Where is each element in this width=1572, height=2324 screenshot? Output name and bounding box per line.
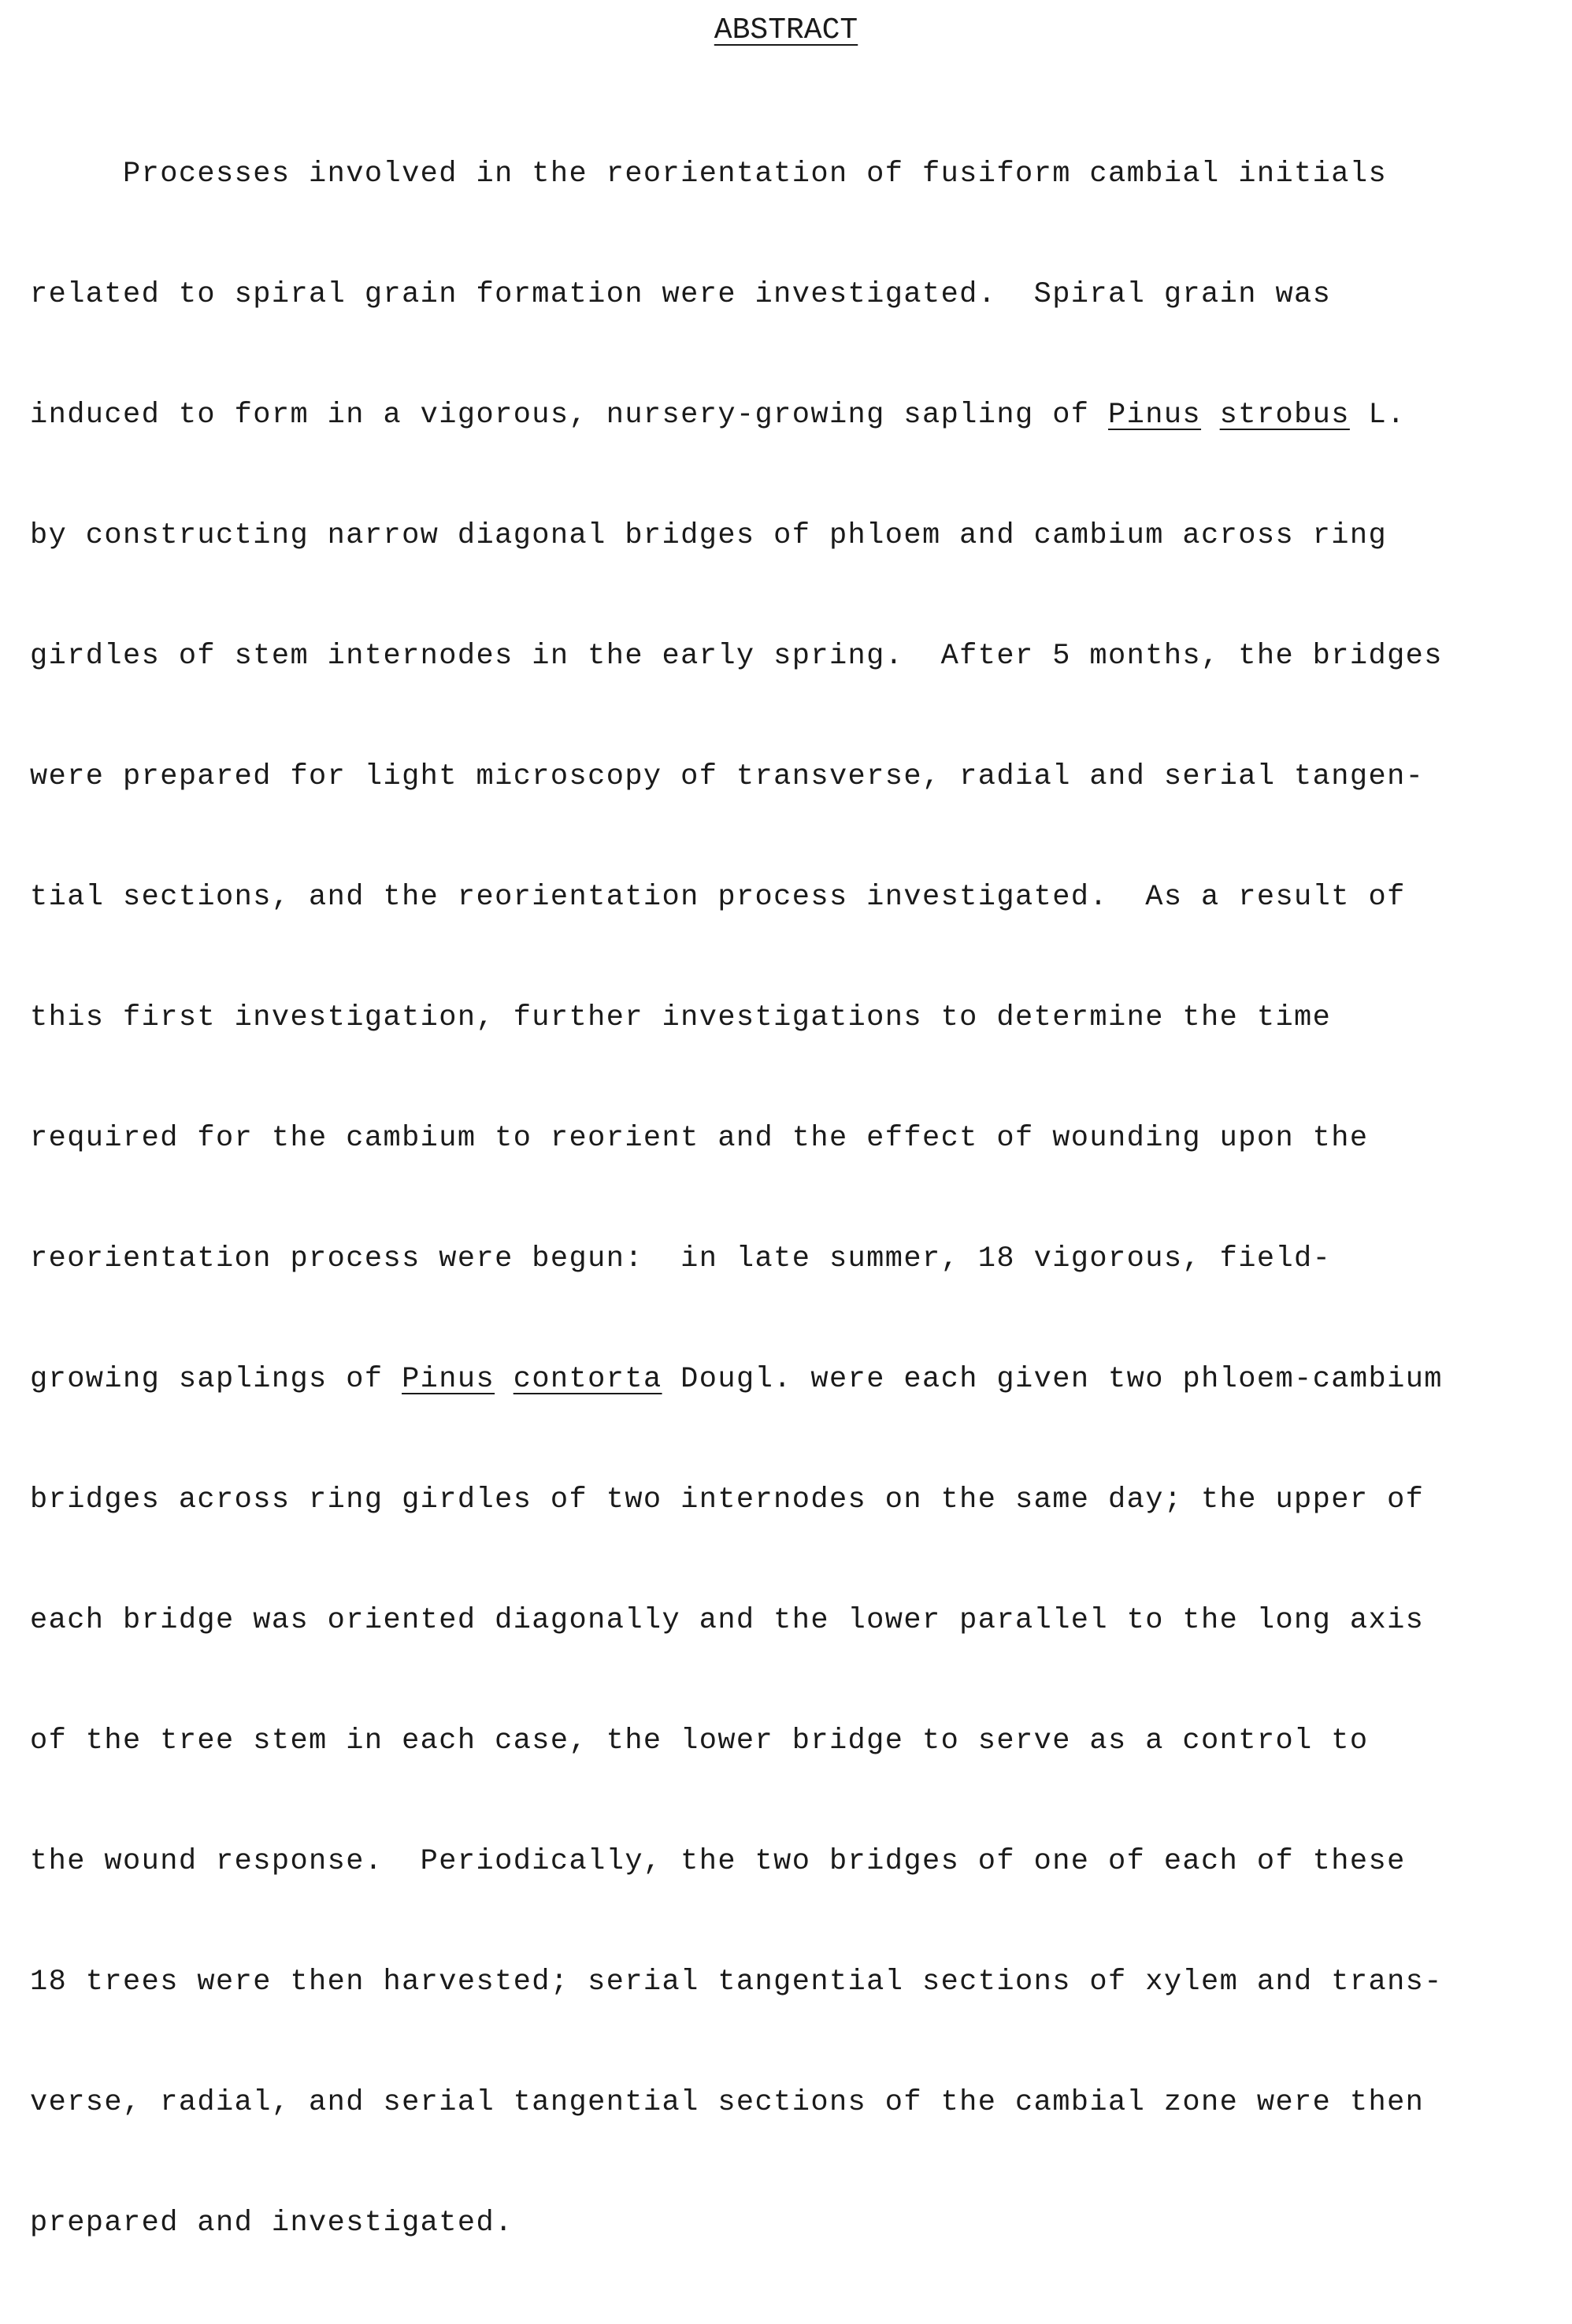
abstract-heading-text: ABSTRACT bbox=[714, 13, 858, 47]
line-text: Dougl. were each given two phloem-cambium bbox=[662, 1363, 1443, 1396]
line-text: required for the cambium to reorient and the effect of wounding upon the bbox=[30, 1122, 1369, 1155]
abstract-body bbox=[30, 74, 1566, 2324]
line-text: by constructing narrow diagonal bridges of phloem and cambium across ring bbox=[30, 519, 1388, 552]
line-text: growing saplings of bbox=[30, 1363, 402, 1396]
abstract-line-3 bbox=[30, 395, 1566, 436]
line-text: girdles of stem internodes in the early spring. After 5 months, the bridges bbox=[30, 640, 1443, 673]
line-text bbox=[1201, 399, 1220, 432]
abstract-heading bbox=[0, 11, 1572, 50]
abstract-line-7 bbox=[30, 878, 1566, 918]
abstract-line-13 bbox=[30, 1601, 1566, 1641]
abstract-line-1 bbox=[30, 154, 1566, 195]
abstract-line-16 bbox=[30, 1962, 1566, 2003]
line-text: each bridge was oriented diagonally and the lower parallel to the long axis bbox=[30, 1604, 1425, 1637]
line-text: verse, radial, and serial tangential sections of the cambial zone were then bbox=[30, 2086, 1425, 2119]
line-text: bridges across ring girdles of two internodes on the same day; the upper of bbox=[30, 1483, 1425, 1517]
line-text: of the tree stem in each case, the lower bridge to serve as a control to bbox=[30, 1724, 1369, 1758]
abstract-line-18 bbox=[30, 2203, 1566, 2244]
line-text: Processes involved in the reorientation of fusiform cambial initials bbox=[30, 158, 1388, 191]
abstract-line-12 bbox=[30, 1480, 1566, 1520]
abstract-line-17 bbox=[30, 2083, 1566, 2123]
line-text: reorientation process were begun: in late summer, 18 vigorous, field- bbox=[30, 1242, 1332, 1275]
line-text: L. bbox=[1349, 399, 1406, 432]
line-text: induced to form in a vigorous, nursery-growing sapling of bbox=[30, 399, 1109, 432]
line-text bbox=[495, 1363, 513, 1396]
species-name-strobus: strobus bbox=[1219, 399, 1350, 432]
abstract-line-15 bbox=[30, 1842, 1566, 1882]
abstract-line-14 bbox=[30, 1721, 1566, 1762]
abstract-line-6 bbox=[30, 757, 1566, 797]
abstract-line-11 bbox=[30, 1360, 1566, 1400]
line-text: were prepared for light microscopy of transverse, radial and serial tangen- bbox=[30, 760, 1425, 793]
line-text: prepared and investigated. bbox=[30, 2207, 513, 2240]
line-text: this first investigation, further investigations to determine the time bbox=[30, 1001, 1332, 1034]
abstract-line-4 bbox=[30, 516, 1566, 556]
line-text: tial sections, and the reorientation process investigated. As a result of bbox=[30, 881, 1406, 914]
species-name-contorta: contorta bbox=[513, 1363, 662, 1396]
abstract-line-9 bbox=[30, 1119, 1566, 1159]
abstract-line-8 bbox=[30, 998, 1566, 1038]
line-text: related to spiral grain formation were investigated. Spiral grain was bbox=[30, 278, 1332, 311]
genus-name-pinus: Pinus bbox=[1108, 399, 1202, 432]
abstract-line-10 bbox=[30, 1239, 1566, 1279]
abstract-line-2 bbox=[30, 275, 1566, 315]
abstract-line-5 bbox=[30, 637, 1566, 677]
genus-name-pinus: Pinus bbox=[402, 1363, 495, 1396]
line-text: the wound response. Periodically, the two bridges of one of each of these bbox=[30, 1845, 1406, 1878]
line-text: 18 trees were then harvested; serial tangential sections of xylem and trans- bbox=[30, 1966, 1443, 1999]
